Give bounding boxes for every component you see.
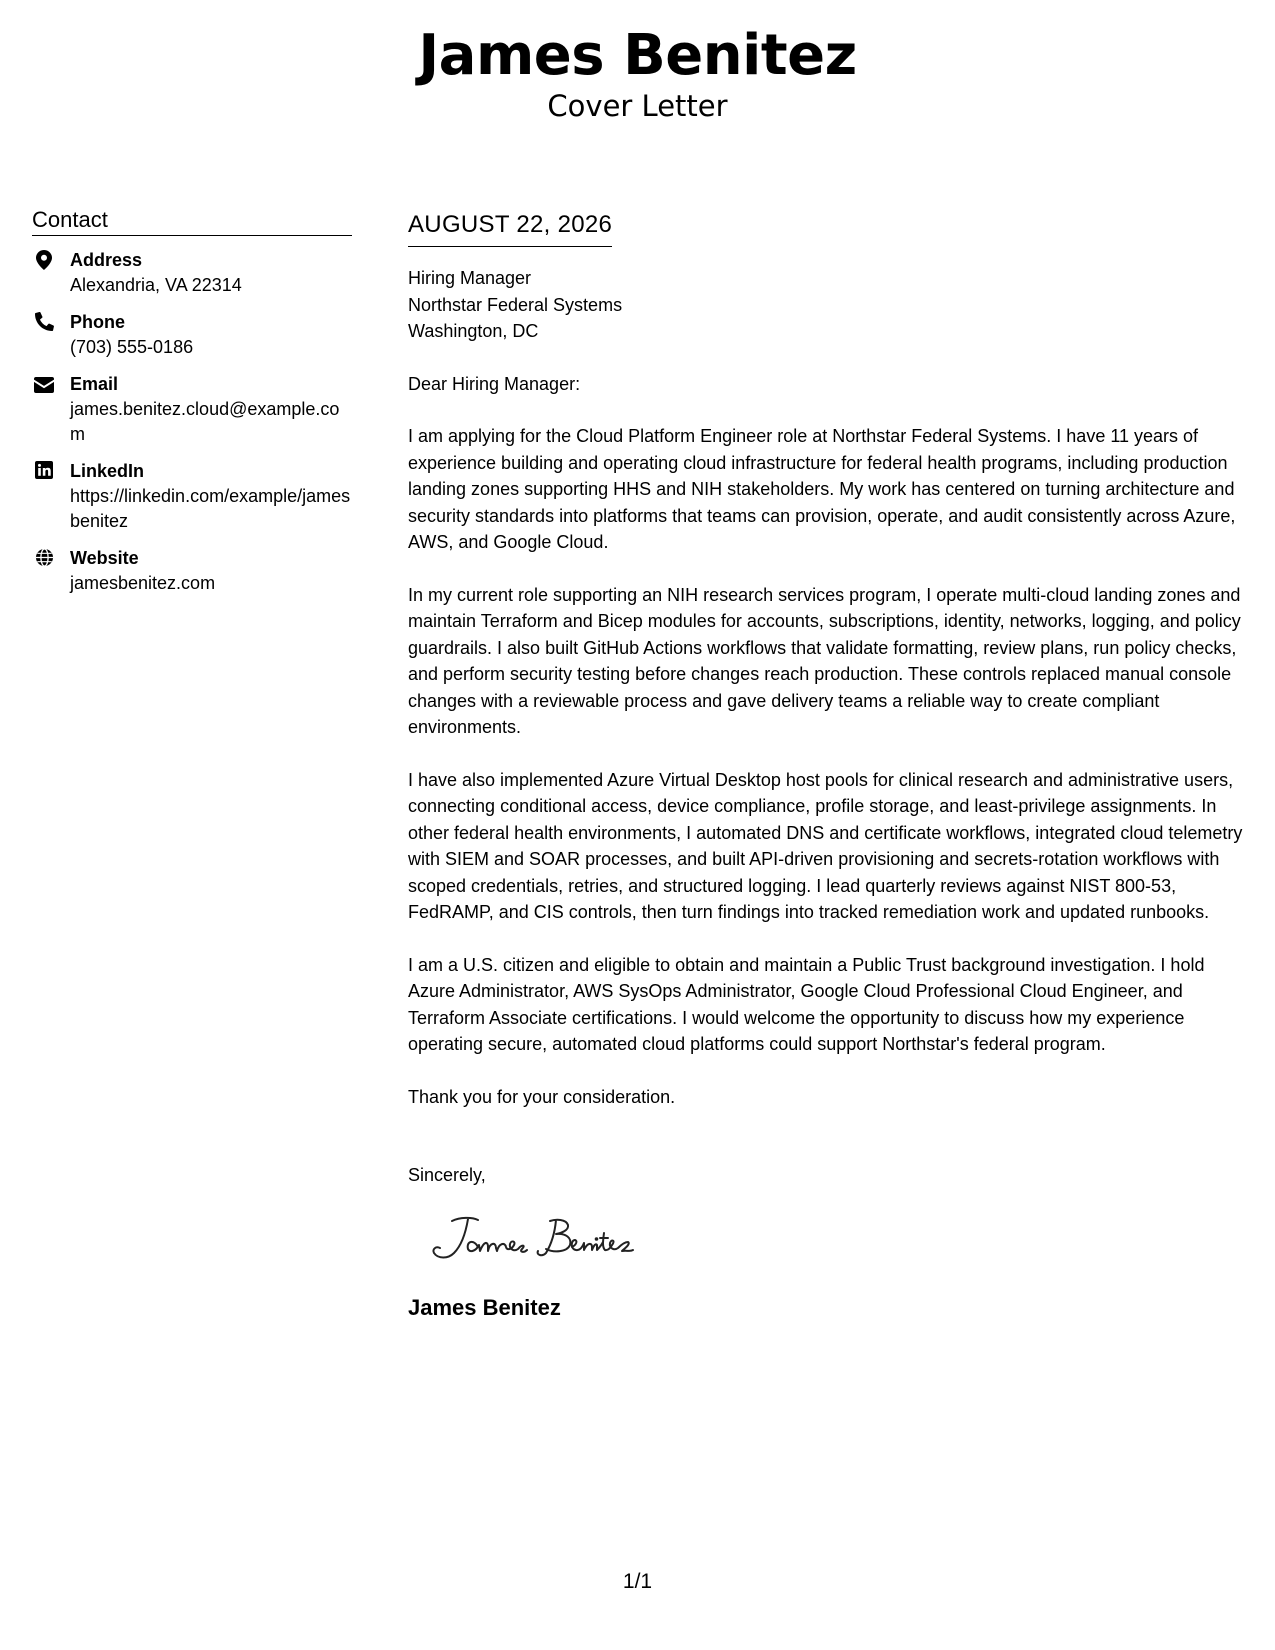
- letter-header: [0, 22, 1275, 124]
- contact-label: LinkedIn: [70, 461, 145, 481]
- applicant-name: James Benitez: [418, 23, 857, 88]
- contact-email: [32, 372, 352, 447]
- body-paragraph: In my current role supporting an NIH research services program, I operate multi-cloud landing zones and maintain Terraform and Bicep modules for accounts, subscriptions, identity, networks, logging, and policy guardrails. I also built GitHub Actions workflows that validate formatting, review plans, run policy checks, and perform security testing before changes reach production. These controls replaced manual console changes with a reviewable process and gave delivery teams a reliable way to create compliant environments.: [408, 584, 1241, 737]
- contact-label: Phone: [70, 312, 126, 332]
- thank-you-line: Thank you for your consideration.: [408, 1086, 676, 1107]
- letter-body: [408, 210, 1248, 1322]
- contact-value[interactable]: jamesbenitez.com: [70, 573, 216, 593]
- recipient-line: Hiring Manager: [408, 268, 532, 288]
- contact-label: Website: [70, 548, 139, 568]
- phone-icon: [32, 312, 56, 334]
- contact-linkedin: [32, 459, 352, 534]
- page-number: 1/1: [622, 1570, 653, 1593]
- contact-label: Email: [70, 374, 119, 394]
- contact-sidebar: [32, 206, 352, 596]
- contact-website: [32, 546, 352, 596]
- letter-date: AUGUST 22, 2026: [408, 210, 612, 247]
- body-paragraph: I am applying for the Cloud Platform Engineer role at Northstar Federal Systems. I have 11 years of experience building and operating cloud infrastructure for federal health programs, including production landing zones supporting HHS and NIH stakeholders. My work has centered on turning architecture and security standards into platforms that teams can provision, operate, and audit consistently across Azure, AWS, and Google Cloud.: [408, 426, 1236, 552]
- body-paragraph: I am a U.S. citizen and eligible to obtain and maintain a Public Trust background investigation. I hold Azure Administrator, AWS SysOps Administrator, Google Cloud Professional Cloud Engineer, and Terraform Associate certifications. I would welcome the opportunity to discuss how my experience operating secure, automated cloud platforms could support Northstar's federal program.: [408, 954, 1205, 1054]
- handwritten-signature: [426, 1211, 1248, 1275]
- contact-address: [32, 248, 352, 298]
- document-subtitle: Cover Letter: [547, 89, 728, 123]
- contact-section-title: Contact: [32, 206, 352, 236]
- contact-value: Alexandria, VA 22314: [70, 275, 242, 295]
- recipient-line: Northstar Federal Systems: [408, 294, 623, 315]
- closing: Sincerely,: [408, 1165, 486, 1185]
- linkedin-icon: [32, 461, 56, 483]
- contact-label: Address: [70, 250, 143, 270]
- recipient-block: [408, 265, 1248, 345]
- contact-value: (703) 555-0186: [70, 337, 194, 357]
- map-pin-icon: [32, 250, 56, 272]
- globe-icon: [32, 548, 56, 570]
- body-paragraph: I have also implemented Azure Virtual Desktop host pools for clinical research and administrative users, connecting conditional access, device compliance, profile storage, and least-privilege assignments. In other federal health environments, I automated DNS and certificate workflows, integrated cloud telemetry with SIEM and SOAR processes, and built API-driven provisioning and secrets-rotation workflows with scoped credentials, retries, and structured logging. I lead quarterly reviews against NIST 800-53, FedRAMP, and CIS controls, then turn findings into tracked remediation work and updated runbooks.: [408, 769, 1243, 922]
- envelope-icon: [32, 374, 56, 396]
- salutation: Dear Hiring Manager:: [408, 373, 581, 394]
- recipient-line: Washington, DC: [408, 321, 539, 341]
- contact-phone: [32, 310, 352, 360]
- signer-name: James Benitez: [408, 1295, 561, 1320]
- contact-value[interactable]: james.benitez.cloud@example.com: [70, 399, 340, 444]
- contact-value[interactable]: https://linkedin.com/example/jamesbenitez: [70, 486, 351, 531]
